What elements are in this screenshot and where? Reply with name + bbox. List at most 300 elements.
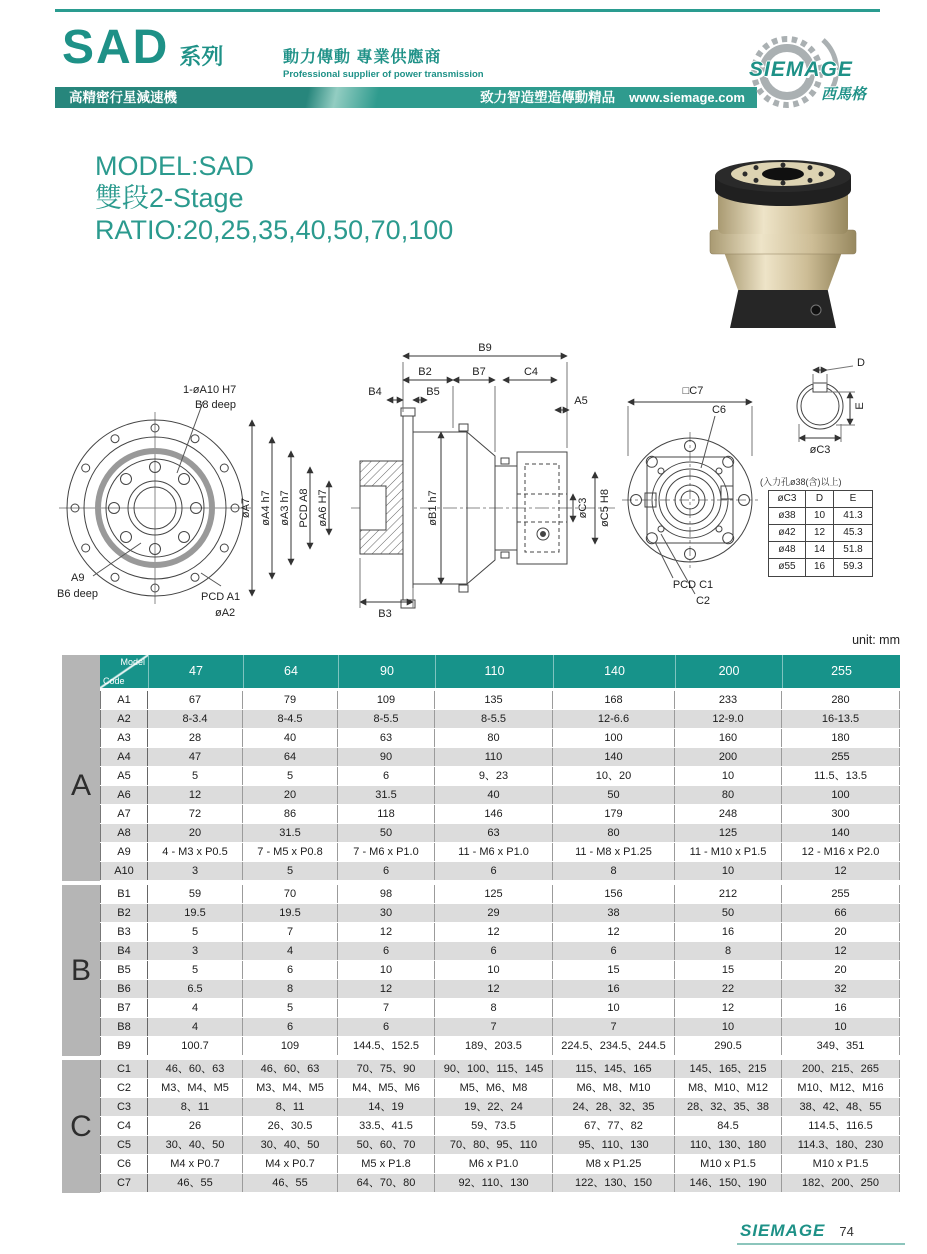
cell-value: 66 xyxy=(782,904,900,922)
input-cell: 51.8 xyxy=(834,542,872,559)
input-bore-note: (入力孔ø38(含)以上) xyxy=(760,477,842,487)
column-header-140: 140 xyxy=(553,655,675,688)
cell-value: 300 xyxy=(782,805,900,823)
cell-value: 38 xyxy=(553,904,675,922)
cell-value: 4 xyxy=(243,942,338,960)
input-cell: 16 xyxy=(806,559,834,576)
cell-value: 114.3、180、230 xyxy=(782,1136,900,1154)
cell-value: 6 xyxy=(243,961,338,979)
table-row-B4 xyxy=(100,942,900,961)
model-code-corner-cell xyxy=(100,655,148,688)
cell-value: 255 xyxy=(782,885,900,903)
row-code: A3 xyxy=(100,729,148,747)
cell-value: 11 - M8 x P1.25 xyxy=(553,843,675,861)
cell-value: 72 xyxy=(148,805,243,823)
cell-value: M10 x P1.5 xyxy=(675,1155,782,1173)
cell-value: 12 xyxy=(553,923,675,941)
cell-value: 31.5 xyxy=(243,824,338,842)
cell-value: M6 x P1.0 xyxy=(435,1155,553,1173)
cell-value: 5 xyxy=(148,767,243,785)
cell-value: 19.5 xyxy=(243,904,338,922)
cell-value: 109 xyxy=(243,1037,338,1055)
cell-value: 248 xyxy=(675,805,782,823)
cell-value: M4 x P0.7 xyxy=(243,1155,338,1173)
cell-value: 10、20 xyxy=(553,767,675,785)
cell-value: 8-5.5 xyxy=(338,710,435,728)
column-header-64: 64 xyxy=(243,655,338,688)
cell-value: 12 xyxy=(338,980,435,998)
dim-a7: øA7 xyxy=(240,497,252,519)
cell-value: 63 xyxy=(338,729,435,747)
corner-model-label: Model xyxy=(120,657,145,667)
table-row-A1 xyxy=(100,691,900,710)
row-code: C4 xyxy=(100,1117,148,1135)
cell-value: 140 xyxy=(782,824,900,842)
table-row-C2 xyxy=(100,1079,900,1098)
cell-value: 5 xyxy=(148,961,243,979)
cell-value: 200、215、265 xyxy=(782,1060,900,1078)
row-code: B2 xyxy=(100,904,148,922)
cell-value: 63 xyxy=(435,824,553,842)
row-code: B4 xyxy=(100,942,148,960)
cell-value: M10、M12、M16 xyxy=(782,1079,900,1097)
cell-value: 20 xyxy=(782,961,900,979)
cell-value: 255 xyxy=(782,748,900,766)
cell-value: M4 x P0.7 xyxy=(148,1155,243,1173)
cell-value: 5 xyxy=(148,923,243,941)
row-code: A1 xyxy=(100,691,148,709)
cell-value: 7 - M5 x P0.8 xyxy=(243,843,338,861)
cell-value: 12 xyxy=(675,999,782,1017)
cell-value: 16 xyxy=(675,923,782,941)
cell-value: 4 - M3 x P0.5 xyxy=(148,843,243,861)
table-row-C3 xyxy=(100,1098,900,1117)
cell-value: 10 xyxy=(338,961,435,979)
cell-value: M3、M4、M5 xyxy=(243,1079,338,1097)
cell-value: M3、M4、M5 xyxy=(148,1079,243,1097)
section-c-rows xyxy=(100,1060,900,1193)
cell-value: 224.5、234.5、244.5 xyxy=(553,1037,675,1055)
cell-value: 12-6.6 xyxy=(553,710,675,728)
model-line: MODEL:SAD xyxy=(95,151,255,181)
cell-value: 29 xyxy=(435,904,553,922)
spec-table-header xyxy=(100,655,900,688)
model-info xyxy=(95,150,453,246)
table-row-B7 xyxy=(100,999,900,1018)
cell-value: 5 xyxy=(243,999,338,1017)
cell-value: 24、28、32、35 xyxy=(553,1098,675,1116)
cell-value: 146 xyxy=(435,805,553,823)
front-view xyxy=(59,402,251,604)
cell-value: 3 xyxy=(148,862,243,880)
cell-value: 12 xyxy=(435,980,553,998)
section-a-rows xyxy=(100,691,900,881)
input-table-header-row xyxy=(769,491,872,508)
row-code: A4 xyxy=(100,748,148,766)
cell-value: 92、110、130 xyxy=(435,1174,553,1192)
cell-value: 90、100、115、145 xyxy=(435,1060,553,1078)
front-hole-note-2: B8 deep xyxy=(195,399,236,411)
cell-value: 80 xyxy=(435,729,553,747)
cell-value: 47 xyxy=(148,748,243,766)
input-cell: ø42 xyxy=(769,525,806,542)
table-row-C1 xyxy=(100,1060,900,1079)
row-code: B1 xyxy=(100,885,148,903)
row-code: B9 xyxy=(100,1037,148,1055)
series-title: SAD xyxy=(62,21,170,74)
cell-value: 30、40、50 xyxy=(148,1136,243,1154)
cell-value: 280 xyxy=(782,691,900,709)
cell-value: 212 xyxy=(675,885,782,903)
section-band-c: C xyxy=(62,1060,100,1193)
table-row-A7 xyxy=(100,805,900,824)
dim-b5: B5 xyxy=(426,386,440,398)
cell-value: 20 xyxy=(243,786,338,804)
dim-d: D xyxy=(857,357,865,369)
front-a2-label: øA2 xyxy=(215,607,236,619)
cell-value: 179 xyxy=(553,805,675,823)
cell-value: 125 xyxy=(675,824,782,842)
cell-value: 70、75、90 xyxy=(338,1060,435,1078)
cell-value: 22 xyxy=(675,980,782,998)
dim-pcd-c1: PCD C1 xyxy=(672,579,714,591)
cell-value: 46、55 xyxy=(243,1174,338,1192)
row-code: C1 xyxy=(100,1060,148,1078)
row-code: C6 xyxy=(100,1155,148,1173)
footer-rule xyxy=(737,1243,905,1245)
banner-left-text: 高精密行星減速機 xyxy=(69,90,177,105)
dim-b2: B2 xyxy=(418,366,432,378)
input-table-row xyxy=(769,559,872,576)
cell-value: 15 xyxy=(553,961,675,979)
cell-value: 50 xyxy=(338,824,435,842)
cell-value: 31.5 xyxy=(338,786,435,804)
banner-motto: 致力智造塑造傳動精品 xyxy=(480,90,616,105)
banner-right-text xyxy=(480,87,745,108)
cell-value: M5、M6、M8 xyxy=(435,1079,553,1097)
cell-value: 8、11 xyxy=(148,1098,243,1116)
dim-e: E xyxy=(854,402,866,410)
cell-value: 26、30.5 xyxy=(243,1117,338,1135)
cell-value: 7 xyxy=(243,923,338,941)
cell-value: 144.5、152.5 xyxy=(338,1037,435,1055)
cell-value: 11 - M6 x P1.0 xyxy=(435,843,553,861)
input-cell: 12 xyxy=(806,525,834,542)
cell-value: 12 xyxy=(148,786,243,804)
table-row-B8 xyxy=(100,1018,900,1037)
cell-value: 15 xyxy=(675,961,782,979)
cell-value: M4、M5、M6 xyxy=(338,1079,435,1097)
table-row-A5 xyxy=(100,767,900,786)
row-code: B3 xyxy=(100,923,148,941)
rear-view-labels xyxy=(673,385,726,607)
input-cell: 45.3 xyxy=(834,525,872,542)
front-a9-label: A9 xyxy=(71,572,85,584)
cell-value: 30 xyxy=(338,904,435,922)
cell-value: 125 xyxy=(435,885,553,903)
dim-a5: A5 xyxy=(574,395,588,407)
cell-value: 110 xyxy=(435,748,553,766)
cell-value: 50 xyxy=(675,904,782,922)
front-pcd-a1-label: PCD A1 xyxy=(201,591,241,603)
cell-value: 156 xyxy=(553,885,675,903)
cell-value: 168 xyxy=(553,691,675,709)
section-band-b: B xyxy=(62,885,100,1056)
dim-b3: B3 xyxy=(378,608,392,620)
cell-value: 38、42、48、55 xyxy=(782,1098,900,1116)
dim-a4: øA4 h7 xyxy=(260,490,272,526)
cell-value: 19.5 xyxy=(148,904,243,922)
cell-value: M8、M10、M12 xyxy=(675,1079,782,1097)
corner-code-label: Code xyxy=(103,676,125,686)
cell-value: 6 xyxy=(435,862,553,880)
input-cell: 59.3 xyxy=(843,561,863,572)
row-code: C5 xyxy=(100,1136,148,1154)
table-row-A4 xyxy=(100,748,900,767)
cell-value: 16 xyxy=(782,999,900,1017)
dim-a6: øA6 H7 xyxy=(317,489,329,527)
cell-value: 8 xyxy=(243,980,338,998)
table-row-C4 xyxy=(100,1117,900,1136)
input-col-header: D xyxy=(806,491,834,508)
cell-value: 50、60、70 xyxy=(338,1136,435,1154)
footer xyxy=(740,1221,854,1241)
cell-value: 32 xyxy=(782,980,900,998)
cell-value: 100.7 xyxy=(148,1037,243,1055)
cell-value: 180 xyxy=(782,729,900,747)
input-cell: 41.3 xyxy=(834,508,872,525)
cell-value: 233 xyxy=(675,691,782,709)
cell-value: 10 xyxy=(782,1018,900,1036)
table-row-B1 xyxy=(100,885,900,904)
cell-value: 16 xyxy=(553,980,675,998)
header-banner xyxy=(55,87,757,108)
cell-value: 3 xyxy=(148,942,243,960)
cell-value: 7 xyxy=(435,1018,553,1036)
cell-value: 140 xyxy=(553,748,675,766)
cell-value: 80 xyxy=(553,824,675,842)
input-table-row xyxy=(769,542,872,559)
row-code: A2 xyxy=(100,710,148,728)
slogan-en: Professional supplier of power transmission xyxy=(283,69,484,80)
cell-value: 160 xyxy=(675,729,782,747)
table-row-B5 xyxy=(100,961,900,980)
cell-value: 12 xyxy=(435,923,553,941)
column-header-90: 90 xyxy=(338,655,435,688)
cell-value: 8、11 xyxy=(243,1098,338,1116)
input-table-row xyxy=(769,525,872,542)
column-header-255: 255 xyxy=(782,655,900,688)
table-row-A8 xyxy=(100,824,900,843)
dim-b4: B4 xyxy=(368,386,382,398)
cell-value: 10 xyxy=(553,999,675,1017)
cell-value: 98 xyxy=(338,885,435,903)
cell-value: 8 xyxy=(553,862,675,880)
table-row-C5 xyxy=(100,1136,900,1155)
table-row-A2 xyxy=(100,710,900,729)
dim-c6: C6 xyxy=(711,404,727,416)
row-code: A5 xyxy=(100,767,148,785)
front-b6-label: B6 deep xyxy=(57,588,98,600)
cell-value: 7 xyxy=(553,1018,675,1036)
cell-value: 30、40、50 xyxy=(243,1136,338,1154)
row-code: A9 xyxy=(100,843,148,861)
cell-value: 5 xyxy=(243,862,338,880)
cell-value: 200 xyxy=(675,748,782,766)
cell-value: 90 xyxy=(338,748,435,766)
cell-value: M8 x P1.25 xyxy=(553,1155,675,1173)
cell-value: 79 xyxy=(243,691,338,709)
unit-label: unit: mm xyxy=(852,633,900,647)
row-code: A10 xyxy=(100,862,148,880)
cell-value: 4 xyxy=(148,999,243,1017)
front-dimension-labels xyxy=(240,488,329,527)
cell-value: 8 xyxy=(675,942,782,960)
table-row-C6 xyxy=(100,1155,900,1174)
cell-value: 7 xyxy=(338,999,435,1017)
website-link[interactable]: www.siemage.com xyxy=(629,90,745,105)
cell-value: 20 xyxy=(782,923,900,941)
cell-value: 10 xyxy=(675,767,782,785)
spec-table xyxy=(62,655,900,1195)
logo-wordmark: SIEMAGE xyxy=(749,58,853,81)
section-band-a: A xyxy=(62,655,100,881)
cell-value: 146、150、190 xyxy=(675,1174,782,1192)
cell-value: 100 xyxy=(782,786,900,804)
cell-value: 145、165、215 xyxy=(675,1060,782,1078)
row-code: B8 xyxy=(100,1018,148,1036)
cell-value: 28 xyxy=(148,729,243,747)
cell-value: 40 xyxy=(243,729,338,747)
table-row-B6 xyxy=(100,980,900,999)
dim-c2: C2 xyxy=(695,595,711,607)
table-row-A3 xyxy=(100,729,900,748)
cell-value: 8-3.4 xyxy=(148,710,243,728)
cell-value: 135 xyxy=(435,691,553,709)
cell-value: 189、203.5 xyxy=(435,1037,553,1055)
column-header-110: 110 xyxy=(435,655,553,688)
cell-value: M5 x P1.8 xyxy=(338,1155,435,1173)
cell-value: 59、73.5 xyxy=(435,1117,553,1135)
input-col-header: E xyxy=(834,491,872,508)
table-row-B9 xyxy=(100,1037,900,1056)
cell-value: 46、60、63 xyxy=(148,1060,243,1078)
cell-value: 5 xyxy=(243,767,338,785)
cell-value: 6 xyxy=(338,942,435,960)
cell-value: 182、200、250 xyxy=(782,1174,900,1192)
cell-value: 86 xyxy=(243,805,338,823)
section-b-rows xyxy=(100,885,900,1056)
stage-line: 雙段2-Stage xyxy=(95,183,244,213)
cell-value: 12 - M16 x P2.0 xyxy=(782,843,900,861)
front-hole-note: 1-øA10 H7 xyxy=(183,384,237,396)
cell-value: 4 xyxy=(148,1018,243,1036)
cell-value: 46、60、63 xyxy=(243,1060,338,1078)
cell-value: 70、80、95、110 xyxy=(435,1136,553,1154)
slogan-block xyxy=(283,44,484,80)
cell-value: 7 - M6 x P1.0 xyxy=(338,843,435,861)
table-row-B2 xyxy=(100,904,900,923)
cell-value: 6 xyxy=(243,1018,338,1036)
dim-a3: øA3 h7 xyxy=(279,490,291,526)
dim-c7: □C7 xyxy=(682,385,704,397)
company-logo xyxy=(735,28,895,116)
cell-value: 8 xyxy=(435,999,553,1017)
brand-block xyxy=(62,22,223,74)
cell-value: 80 xyxy=(675,786,782,804)
cell-value: 59 xyxy=(148,885,243,903)
series-suffix: 系列 xyxy=(179,44,224,69)
cell-value: 84.5 xyxy=(675,1117,782,1135)
cell-value: 40 xyxy=(435,786,553,804)
table-row-B3 xyxy=(100,923,900,942)
cell-value: 109 xyxy=(338,691,435,709)
dim-b7: B7 xyxy=(472,366,486,378)
input-table-row xyxy=(769,508,872,525)
cell-value: 6 xyxy=(435,942,553,960)
cell-value: 67 xyxy=(148,691,243,709)
cell-value: 6 xyxy=(338,767,435,785)
dim-c4: C4 xyxy=(523,366,539,378)
cell-value: 12 xyxy=(782,862,900,880)
cell-value: 67、77、82 xyxy=(553,1117,675,1135)
cell-value: 118 xyxy=(338,805,435,823)
cell-value: 70 xyxy=(243,885,338,903)
cell-value: 8-5.5 xyxy=(435,710,553,728)
row-code: B6 xyxy=(100,980,148,998)
cell-value: 10 xyxy=(675,862,782,880)
cell-value: 19、22、24 xyxy=(435,1098,553,1116)
cell-value: 16-13.5 xyxy=(782,710,900,728)
rear-view xyxy=(622,416,758,594)
cell-value: 64、70、80 xyxy=(338,1174,435,1192)
page-number: 74 xyxy=(839,1224,854,1239)
input-cell: 10 xyxy=(806,508,834,525)
cell-value: 95、110、130 xyxy=(553,1136,675,1154)
cell-value: 12 xyxy=(782,942,900,960)
input-col-header: øC3 xyxy=(769,491,806,508)
input-cell: 14 xyxy=(806,542,834,559)
row-code: A6 xyxy=(100,786,148,804)
table-row-A6 xyxy=(100,786,900,805)
table-row-A10 xyxy=(100,862,900,881)
cell-value: 9、23 xyxy=(435,767,553,785)
row-code: B7 xyxy=(100,999,148,1017)
cell-value: 100 xyxy=(553,729,675,747)
cell-value: 10 xyxy=(435,961,553,979)
cell-value: 14、19 xyxy=(338,1098,435,1116)
cell-value: 122、130、150 xyxy=(553,1174,675,1192)
dim-a8: PCD A8 xyxy=(298,488,310,528)
row-code: A8 xyxy=(100,824,148,842)
cell-value: 50 xyxy=(553,786,675,804)
ratio-line: RATIO:20,25,35,40,50,70,100 xyxy=(95,215,454,245)
cell-value: 290.5 xyxy=(675,1037,782,1055)
column-header-47: 47 xyxy=(148,655,243,688)
cell-value: 10 xyxy=(675,1018,782,1036)
top-rule xyxy=(55,9,880,12)
cell-value: 11 - M10 x P1.5 xyxy=(675,843,782,861)
cell-value: 6.5 xyxy=(148,980,243,998)
cell-value: 33.5、41.5 xyxy=(338,1117,435,1135)
cell-value: 6 xyxy=(553,942,675,960)
dim-end-c3: øC3 xyxy=(809,444,831,456)
cell-value: 8-4.5 xyxy=(243,710,338,728)
cell-value: M10 x P1.5 xyxy=(782,1155,900,1173)
cell-value: 12 xyxy=(338,923,435,941)
row-code: B5 xyxy=(100,961,148,979)
product-photo xyxy=(678,136,888,334)
